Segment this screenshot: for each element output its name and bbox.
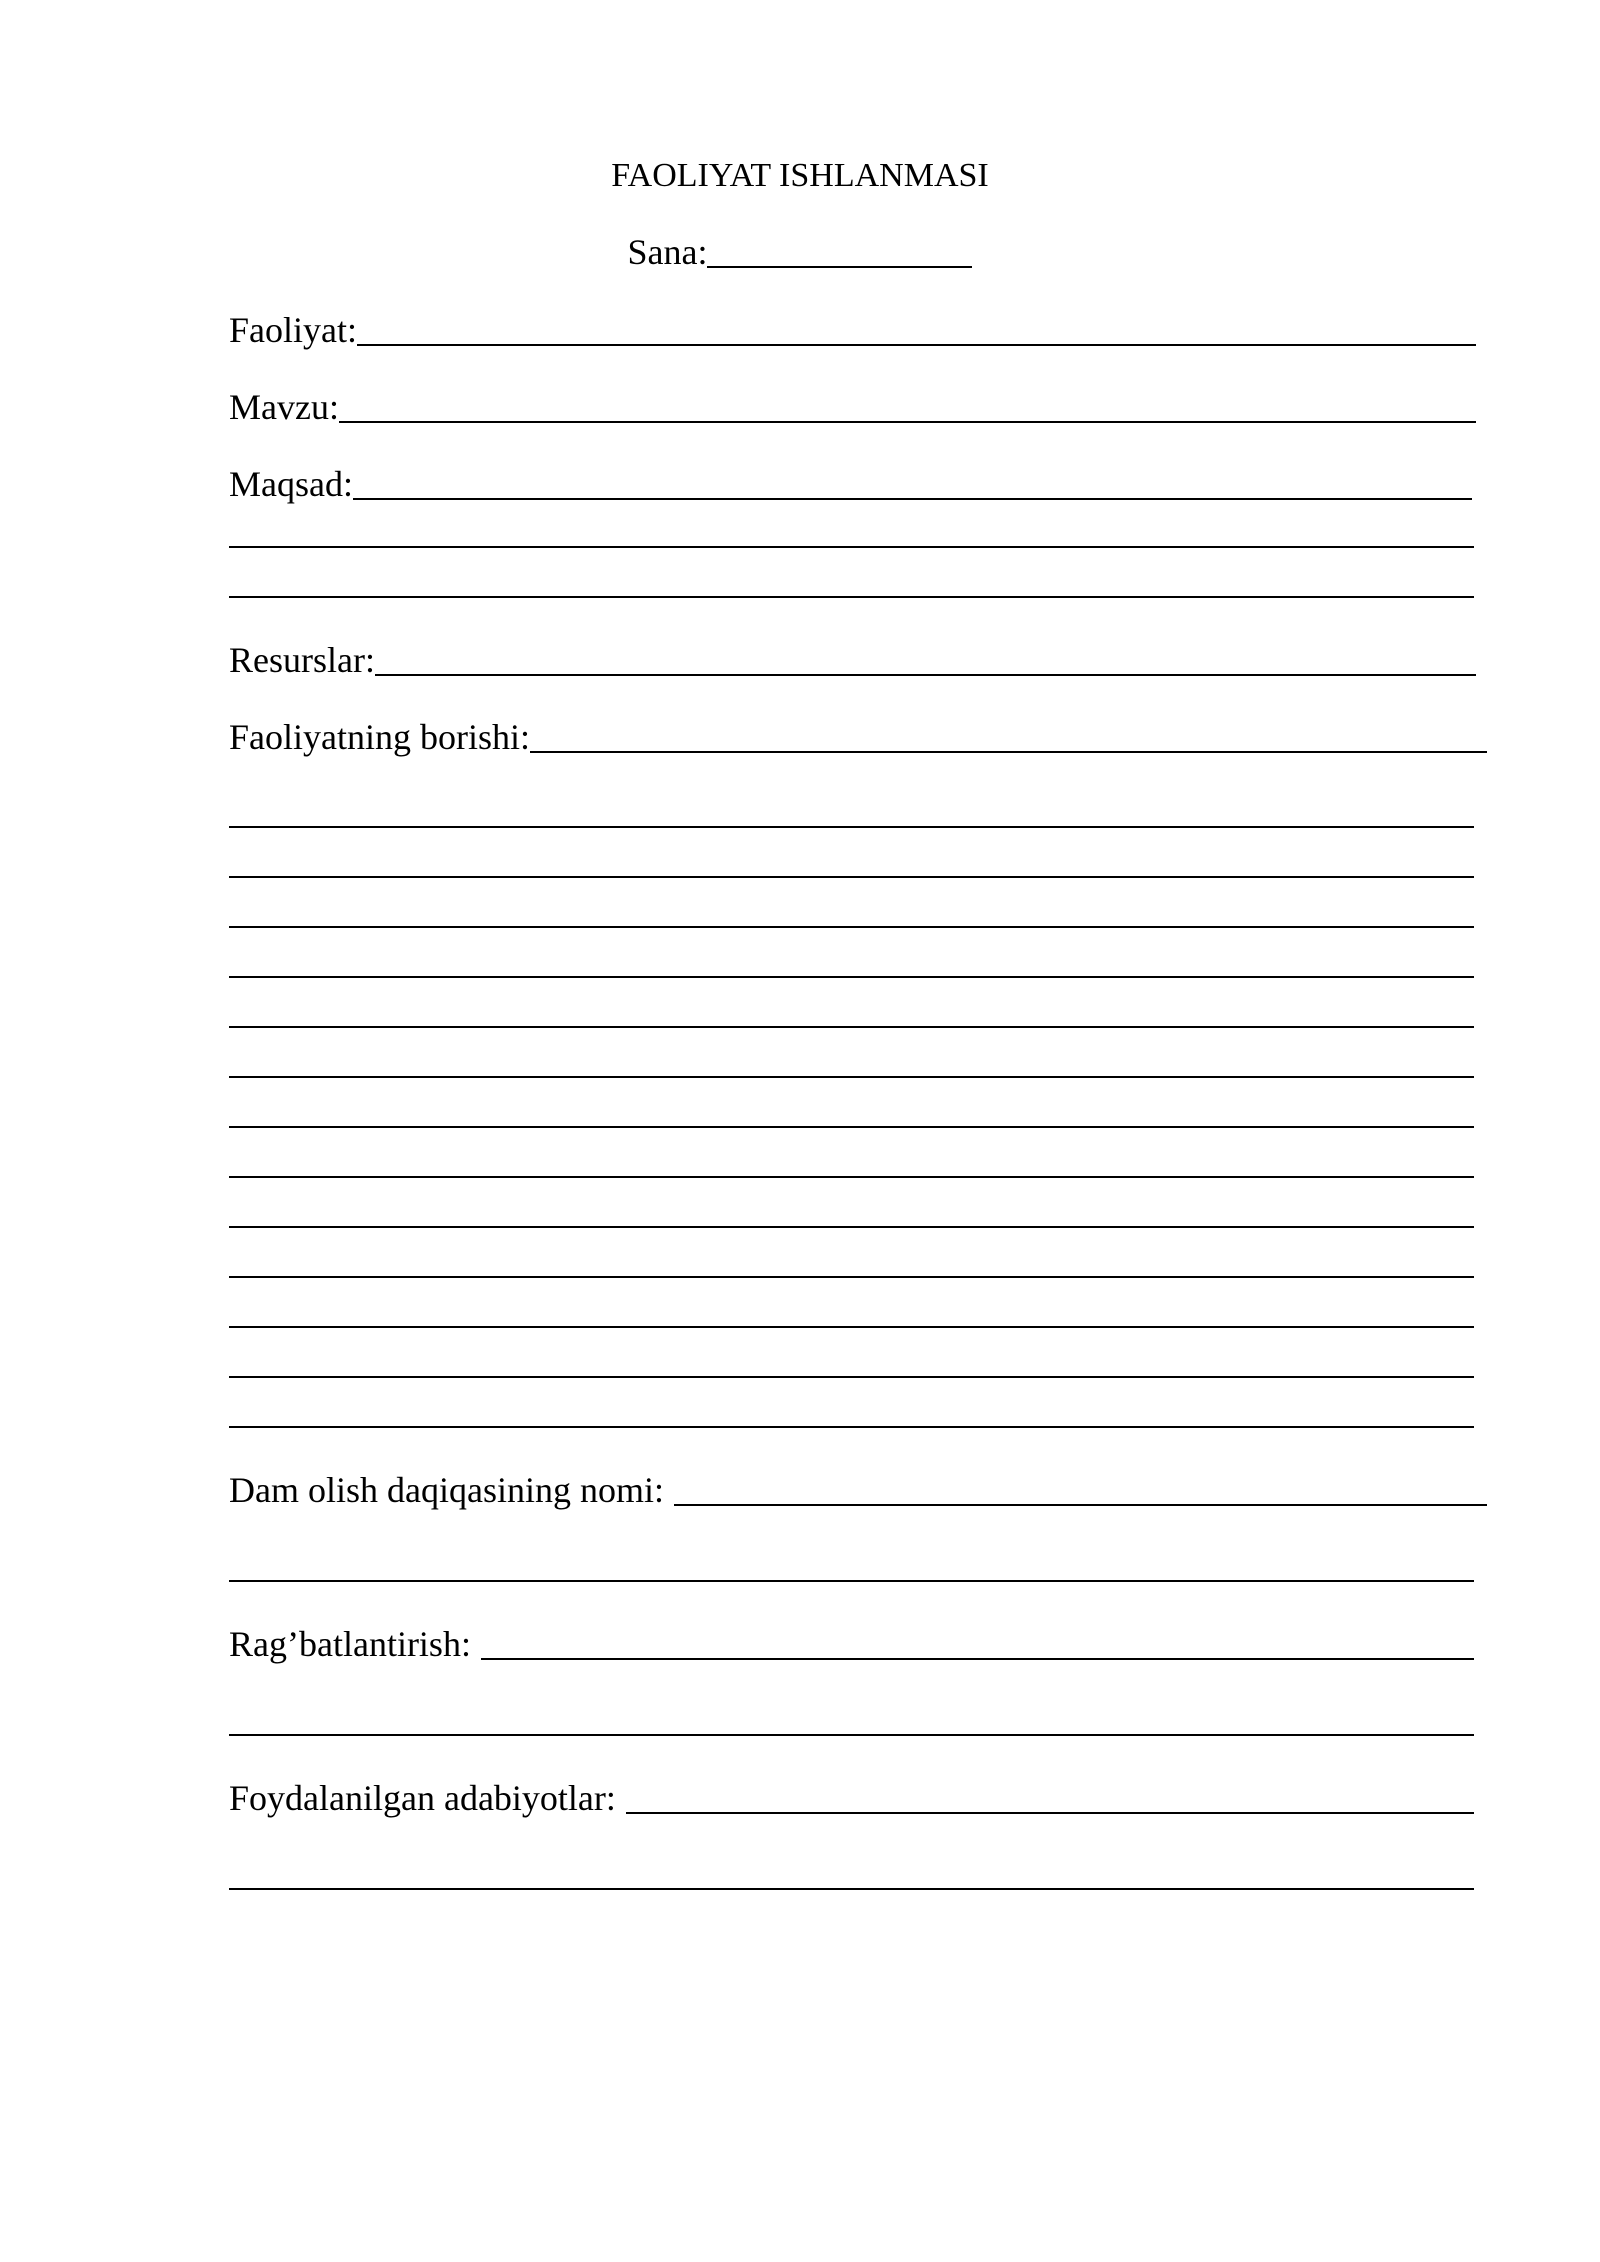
activity-field [229, 306, 1476, 350]
references-label: Foydalanilgan adabiyotlar: [229, 1778, 616, 1818]
progress-blank-line-10[interactable] [229, 1226, 1474, 1228]
references-blank-line-2[interactable] [229, 1888, 1474, 1890]
resources-label: Resurslar: [229, 640, 375, 680]
progress-blank-line-8[interactable] [229, 1126, 1474, 1128]
progress-blank[interactable] [530, 751, 1487, 753]
progress-blank-line-3[interactable] [229, 876, 1474, 878]
date-blank[interactable] [707, 266, 972, 268]
goal-blank-line-3[interactable] [229, 596, 1474, 598]
progress-blank-line-13[interactable] [229, 1376, 1474, 1378]
goal-field [229, 460, 1472, 504]
progress-blank-line-9[interactable] [229, 1176, 1474, 1178]
encouragement-label: Rag’batlantirish: [229, 1624, 471, 1664]
progress-blank-line-2[interactable] [229, 826, 1474, 828]
goal-blank[interactable] [353, 498, 1472, 500]
break-name-field [229, 1466, 1487, 1510]
progress-blank-line-14[interactable] [229, 1426, 1474, 1428]
progress-blank-line-12[interactable] [229, 1326, 1474, 1328]
date-row [0, 228, 1600, 272]
encouragement-field [229, 1620, 1474, 1664]
goal-blank-line-2[interactable] [229, 546, 1474, 548]
encouragement-blank-line-2[interactable] [229, 1734, 1474, 1736]
progress-blank-line-6[interactable] [229, 1026, 1474, 1028]
progress-blank-line-4[interactable] [229, 926, 1474, 928]
progress-blank-line-5[interactable] [229, 976, 1474, 978]
topic-field [229, 383, 1476, 427]
topic-label: Mavzu: [229, 387, 339, 427]
break-name-blank-line-2[interactable] [229, 1580, 1474, 1582]
references-field [229, 1774, 1474, 1818]
progress-blank-line-11[interactable] [229, 1276, 1474, 1278]
progress-blank-line-7[interactable] [229, 1076, 1474, 1078]
date-label: Sana: [627, 232, 708, 272]
break-name-label: Dam olish daqiqasining nomi: [229, 1470, 664, 1510]
resources-field [229, 636, 1476, 680]
goal-label: Maqsad: [229, 464, 353, 504]
break-name-blank[interactable] [674, 1504, 1487, 1506]
date-field [628, 228, 973, 272]
document-title: FAOLIYAT ISHLANMASI [611, 157, 989, 194]
progress-label: Faoliyatning borishi: [229, 717, 530, 757]
encouragement-blank[interactable] [481, 1658, 1474, 1660]
references-blank[interactable] [626, 1812, 1474, 1814]
activity-label: Faoliyat: [229, 310, 357, 350]
resources-blank[interactable] [375, 674, 1476, 676]
topic-blank[interactable] [339, 421, 1476, 423]
progress-field [229, 713, 1487, 757]
activity-blank[interactable] [357, 344, 1476, 346]
